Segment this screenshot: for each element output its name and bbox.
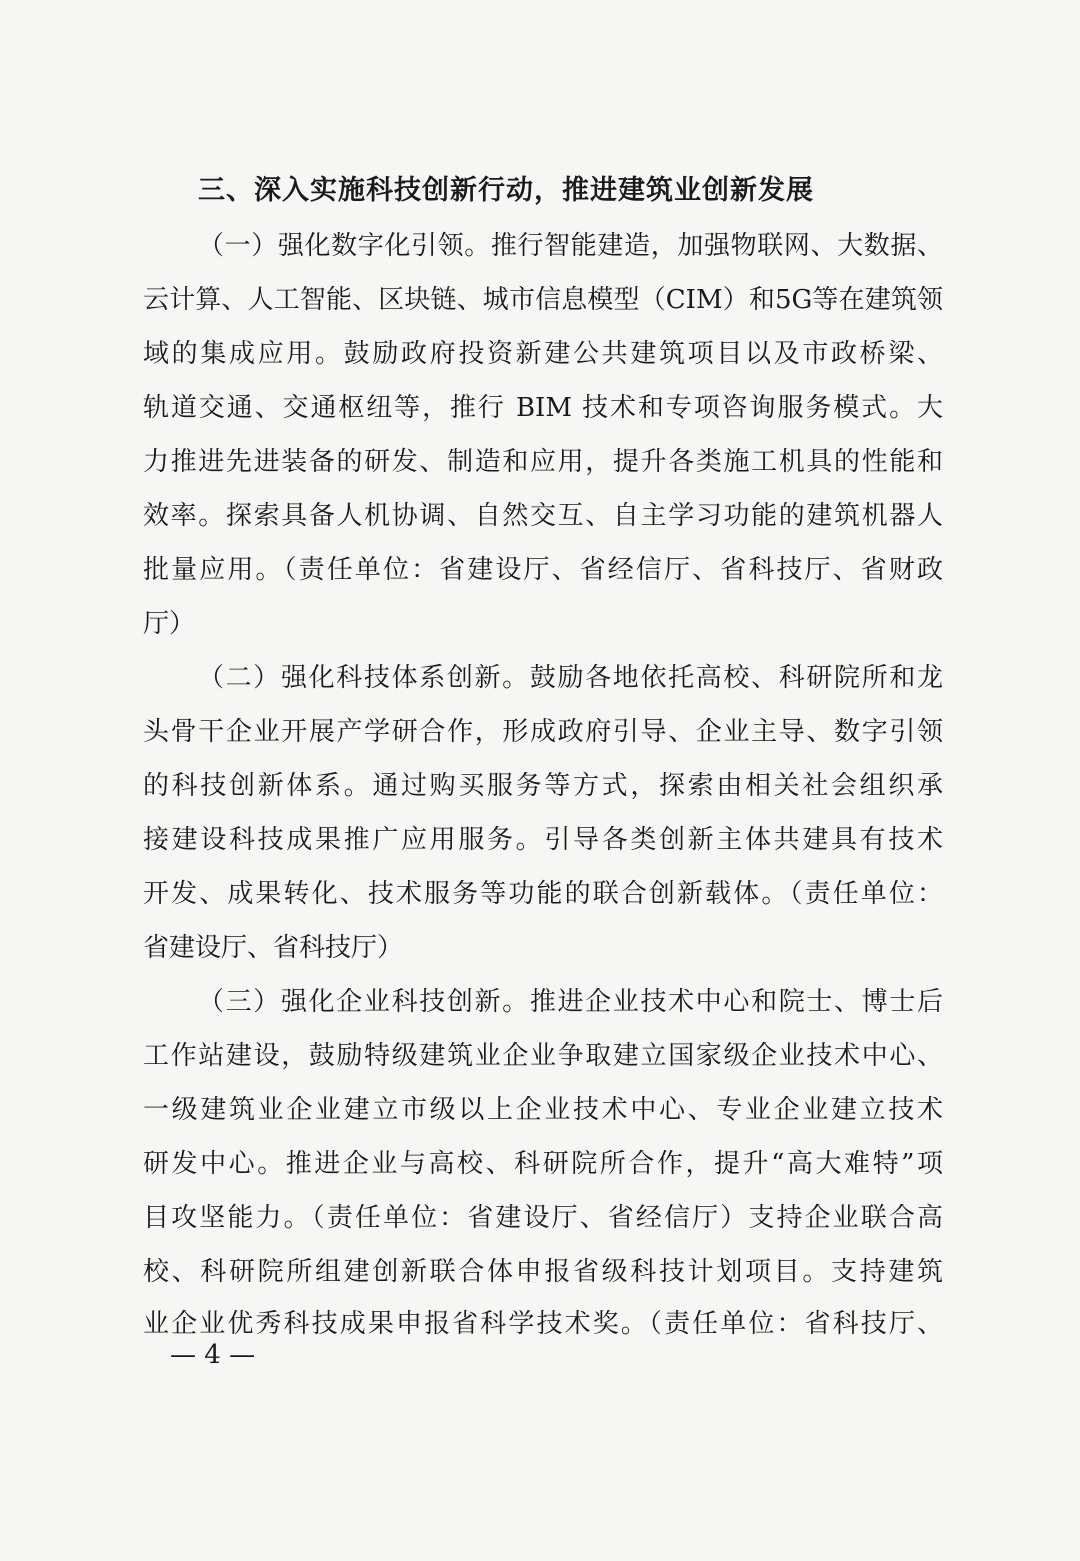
- paragraph-1-line-7: 批量应用。（责任单位：省建设厅、省经信厅、省科技厅、省财政: [143, 555, 943, 585]
- paragraph-3-line-7: 业企业优秀科技成果申报省科学技术奖。（责任单位：省科技厅、: [143, 1309, 943, 1339]
- paragraph-1-line-5: 力推进先进装备的研发、制造和应用，提升各类施工机具的性能和: [143, 447, 943, 477]
- section-heading: 三、深入实施科技创新行动，推进建筑业创新发展: [198, 175, 814, 206]
- paragraph-2-line-2: 头骨干企业开展产学研合作，形成政府引导、企业主导、数字引领: [143, 717, 943, 747]
- paragraph-2-line-4: 接建设科技成果推广应用服务。引导各类创新主体共建具有技术: [143, 825, 943, 855]
- paragraph-1-line-4: 轨道交通、交通枢纽等，推行 BIM 技术和专项咨询服务模式。大: [143, 393, 943, 423]
- paragraph-2-line-3: 的科技创新体系。通过购买服务等方式，探索由相关社会组织承: [143, 771, 943, 801]
- paragraph-1-line-1: （一）强化数字化引领。推行智能建造，加强物联网、大数据、: [198, 231, 943, 261]
- paragraph-3-line-5: 目攻坚能力。（责任单位：省建设厅、省经信厅）支持企业联合高: [143, 1203, 943, 1233]
- page-number: — 4 —: [170, 1340, 256, 1370]
- paragraph-3-line-1: （三）强化企业科技创新。推进企业技术中心和院士、博士后: [198, 987, 943, 1017]
- paragraph-1-line-2: 云计算、人工智能、区块链、城市信息模型（CIM）和5G等在建筑领: [143, 285, 943, 315]
- paragraph-1-line-6: 效率。探索具备人机协调、自然交互、自主学习功能的建筑机器人: [143, 501, 943, 531]
- paragraph-1-line-8: 厅）: [143, 609, 196, 639]
- paragraph-2-line-6: 省建设厅、省科技厅）: [143, 933, 404, 963]
- paragraph-3-line-4: 研发中心。推进企业与高校、科研院所合作，提升“高大难特”项: [143, 1149, 943, 1179]
- paragraph-1-line-3: 域的集成应用。鼓励政府投资新建公共建筑项目以及市政桥梁、: [143, 339, 943, 369]
- paragraph-3-line-2: 工作站建设，鼓励特级建筑业企业争取建立国家级企业技术中心、: [143, 1041, 943, 1071]
- paragraph-3-line-3: 一级建筑业企业建立市级以上企业技术中心、专业企业建立技术: [143, 1095, 943, 1125]
- paragraph-3-line-6: 校、科研院所组建创新联合体申报省级科技计划项目。支持建筑: [143, 1257, 943, 1287]
- paragraph-2-line-5: 开发、成果转化、技术服务等功能的联合创新载体。（责任单位：: [143, 879, 943, 909]
- paragraph-2-line-1: （二）强化科技体系创新。鼓励各地依托高校、科研院所和龙: [198, 663, 943, 693]
